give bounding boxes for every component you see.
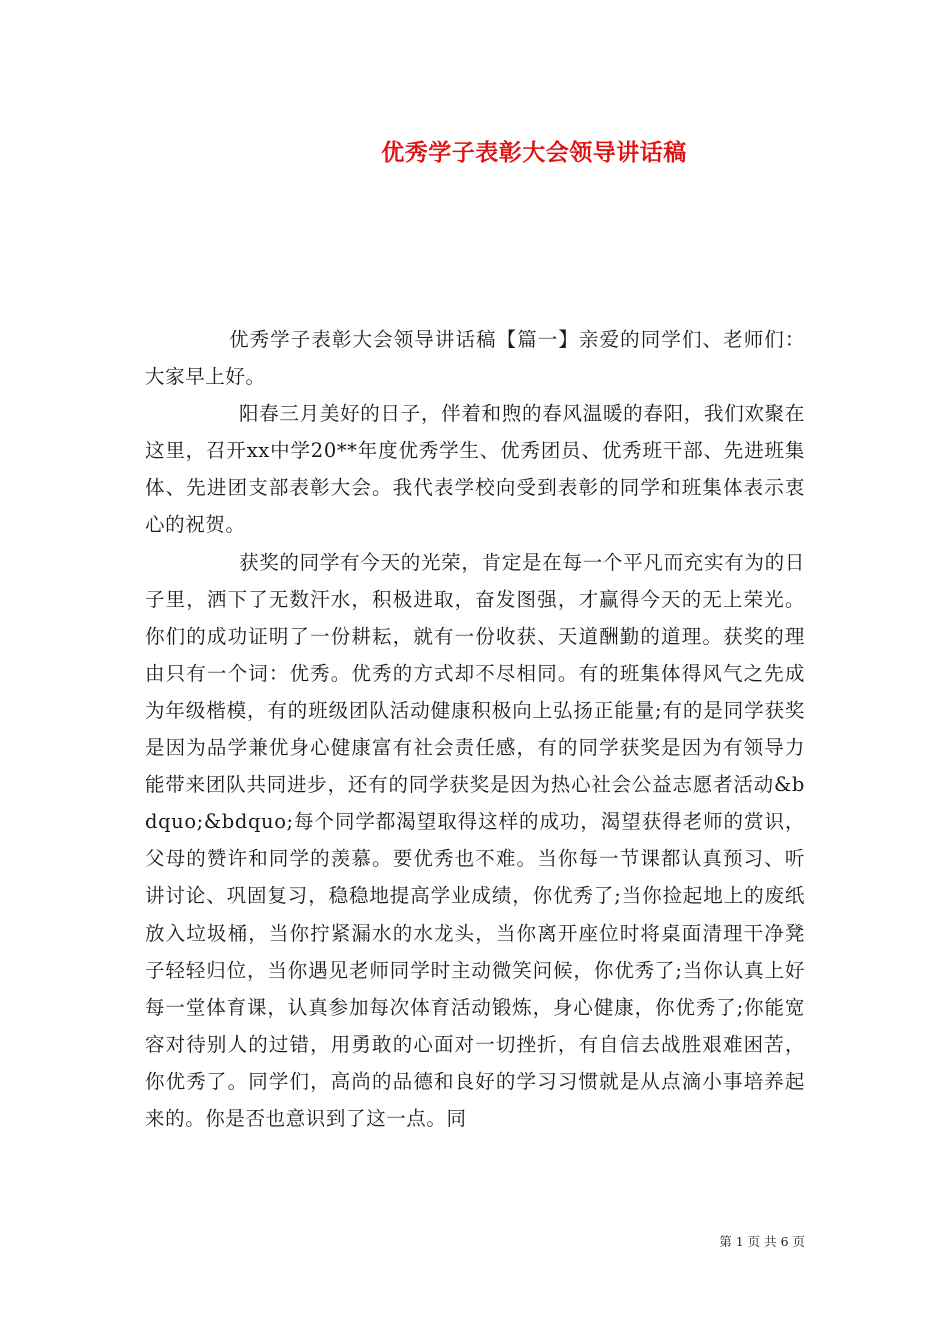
paragraph-opening: 阳春三月美好的日子，伴着和煦的春风温暖的春阳，我们欢聚在这里，召开xx中学20**年度优秀学生、优秀团员、优秀班干部、先进班集体、先进团支部表彰大会。我代表学校向受到表彰的同学和班集体表示衷心的祝贺。 [145,402,805,537]
page-footer: 第 1 页 共 6 页 [719,1234,805,1249]
paragraph-main: 获奖的同学有今天的光荣，肯定是在每一个平凡而充实有为的日子里，洒下了无数汗水，积极进取，奋发图强，才赢得今天的无上荣光。你们的成功证明了一份耕耘，就有一份收获、天道酬勤的道理。获奖的理由只有一个词：优秀。优秀的方式却不尽相同。有的班集体得风气之先成为年级楷模，有的班级团队活动健康积极向上弘扬正能量;有的是同学获奖是因为品学兼优身心健康富有社会责任感，有的同学获奖是因为有领导力能带来团队共同进步，还有的同学获奖是因为热心社会公益志愿者活动&bdquo;&bdquo;每个同学都渴望取得这样的成功，渴望获得老师的赏识，父母的赞许和同学的羡慕。要优秀也不难。当你每一节课都认真预习、听讲讨论、巩固复习，稳稳地提高学业成绩，你优秀了;当你捡起地上的废纸放入垃圾桶，当你拧紧漏水的水龙头，当你离开座位时将桌面清理干净凳子轻轻归位，当你遇见老师同学时主动微笑问候，你优秀了;当你认真上好每一堂体育课，认真参加每次体育活动锻炼，身心健康，你优秀了;你能宽容对待别人的过错，用勇敢的心面对一切挫折，有自信去战胜艰难困苦，你优秀了。同学们，高尚的品德和良好的学习习惯就是从点滴小事培养起来的。你是否也意识到了这一点。同 [145,550,805,1130]
paragraph-intro: 优秀学子表彰大会领导讲话稿【篇一】亲爱的同学们、老师们：大家早上好。 [145,328,805,389]
document-title: 优秀学子表彰大会领导讲话稿 [381,139,687,166]
document-body [145,321,805,1137]
